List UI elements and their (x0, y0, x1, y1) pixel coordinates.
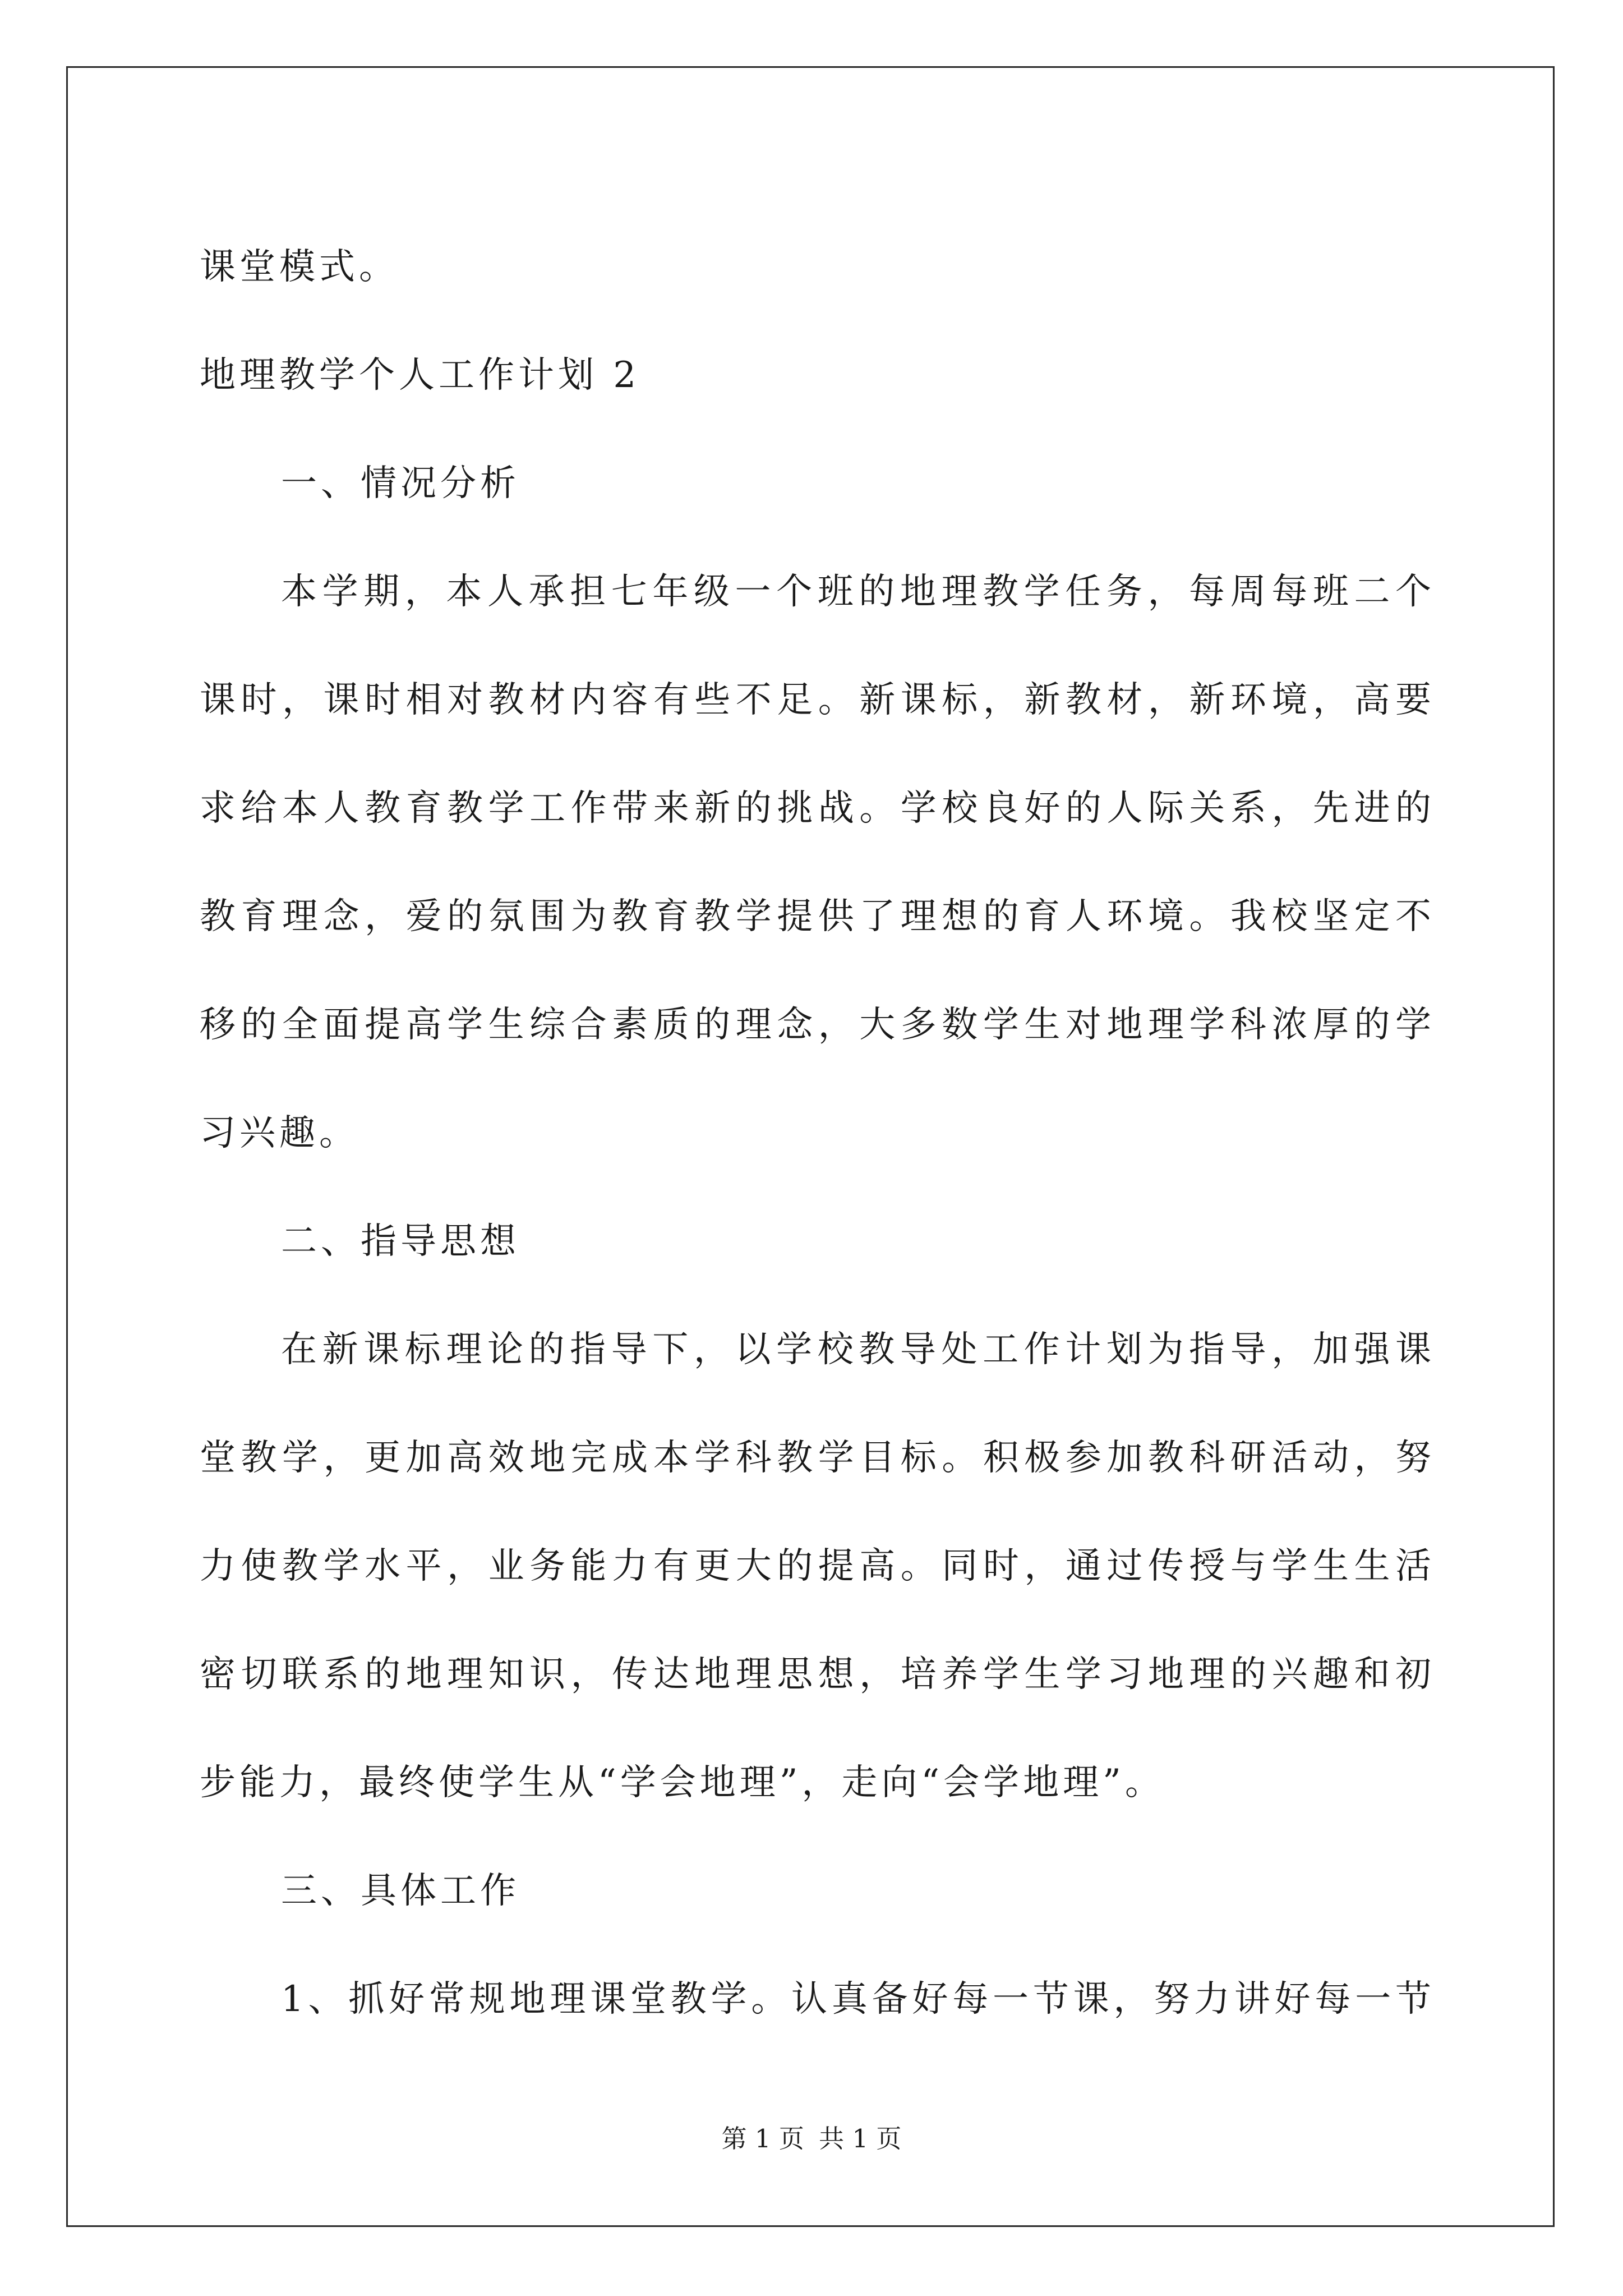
text-line: 本学期，本人承担七年级一个班的地理教学任务，每周每班二个 (281, 571, 1431, 613)
text-line: 在新课标理论的指导下，以学校教导处工作计划为指导，加强课 (281, 1329, 1431, 1370)
text-line: 教育理念，爱的氛围为教育教学提供了理想的育人环境。我校坚定不 (200, 896, 1431, 937)
text-line: 步能力，最终使学生从“学会地理”，走向“会学地理”。 (200, 1762, 1165, 1803)
text-line: 三、具体工作 (281, 1870, 520, 1912)
text-line: 移的全面提高学生综合素质的理念，大多数学生对地理学科浓厚的学 (200, 1004, 1431, 1046)
text-line: 课时，课时相对教材内容有些不足。新课标，新教材，新环境，高要 (200, 679, 1431, 721)
text-line: 二、指导思想 (281, 1221, 520, 1262)
text-line: 一、情况分析 (281, 463, 520, 504)
page-footer (0, 2122, 1623, 2156)
document-body (200, 213, 1431, 2054)
text-line: 密切联系的地理知识，传达地理思想，培养学生学习地理的兴趣和初 (200, 1654, 1431, 1695)
text-line: 课堂模式。 (200, 246, 399, 288)
text-line: 习兴趣。 (200, 1112, 359, 1154)
text-line: 求给本人教育教学工作带来新的挑战。学校良好的人际关系，先进的 (200, 788, 1431, 829)
total-pages: 共 1 页 (819, 2124, 902, 2154)
text-line: 1、抓好常规地理课堂教学。认真备好每一节课，努力讲好每一节 (281, 1978, 1431, 2020)
text-line: 堂教学，更加高效地完成本学科教学目标。积极参加教科研活动，努 (200, 1437, 1431, 1479)
text-line: 力使教学水平，业务能力有更大的提高。同时，通过传授与学生生活 (200, 1545, 1431, 1587)
page-number: 第 1 页 (721, 2124, 804, 2154)
text-line: 地理教学个人工作计划 2 (200, 355, 640, 396)
